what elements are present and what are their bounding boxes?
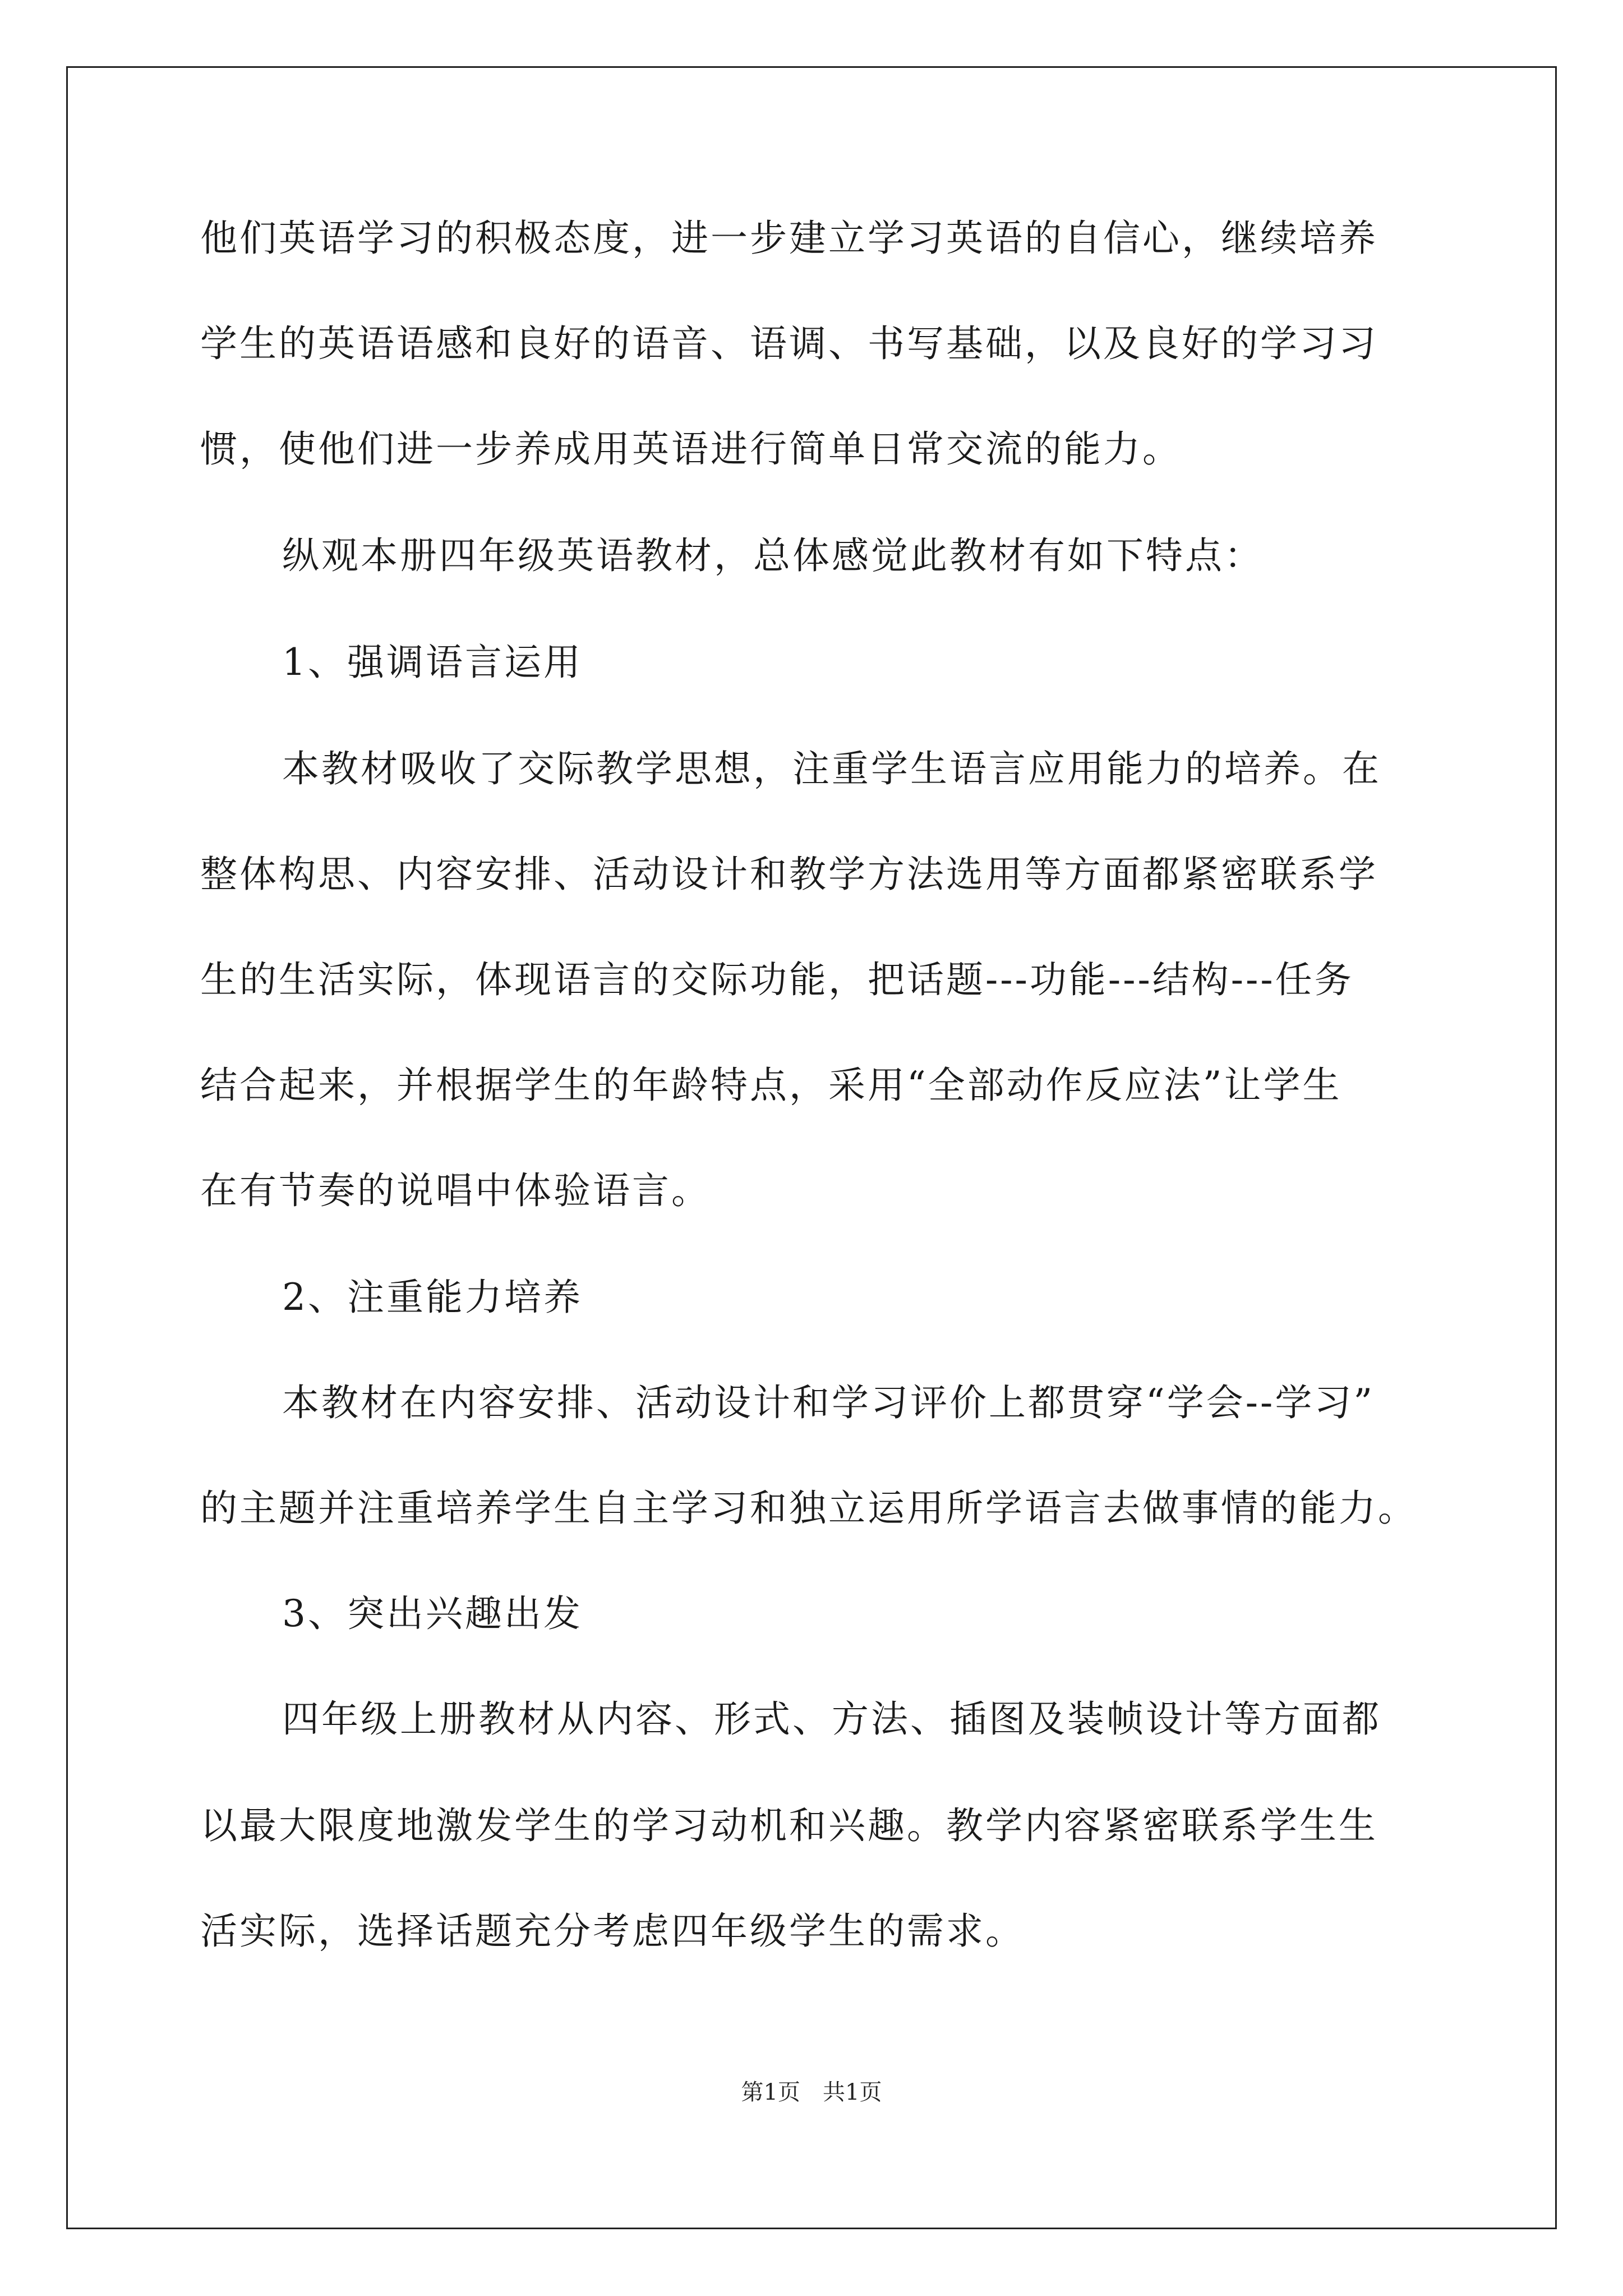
page-number-footer: 第1页 共1页 xyxy=(741,2079,882,2105)
paragraph-line: 本教材吸收了交际教学思想，注重学生语言应用能力的培养。在 xyxy=(282,747,1381,790)
paragraph-line: 四年级上册教材从内容、形式、方法、插图及装帧设计等方面都 xyxy=(282,1697,1381,1741)
body-text-line: 结合起来，并根据学生的年龄特点，采用“全部动作反应法”让学生 xyxy=(200,1064,1342,1107)
page-border xyxy=(66,66,1557,2229)
body-text-line: 生的生活实际，体现语言的交际功能，把话题---功能---结构---任务 xyxy=(200,958,1354,1001)
body-text-line: 的主题并注重培养学生自主学习和独立运用所学语言去做事情的能力。 xyxy=(200,1487,1417,1530)
body-text-line: 整体构思、内容安排、活动设计和教学方法选用等方面都紧密联系学 xyxy=(200,853,1378,896)
section-heading: 3、突出兴趣出发 xyxy=(282,1592,583,1635)
body-text-line: 以最大限度地激发学生的学习动机和兴趣。教学内容紧密联系学生生 xyxy=(200,1804,1378,1847)
section-heading: 1、强调语言运用 xyxy=(282,641,583,684)
body-text-line: 活实际，选择话题充分考虑四年级学生的需求。 xyxy=(200,1910,1025,1953)
paragraph-line: 本教材在内容安排、活动设计和学习评价上都贯穿“学会--学习” xyxy=(282,1381,1375,1424)
body-text-line: 学生的英语语感和良好的语音、语调、书写基础，以及良好的学习习 xyxy=(200,322,1378,365)
body-text-line: 他们英语学习的积极态度，进一步建立学习英语的自信心，继续培养 xyxy=(200,217,1378,260)
body-text-line: 在有节奏的说唱中体验语言。 xyxy=(200,1169,711,1212)
paragraph-line: 纵观本册四年级英语教材，总体感觉此教材有如下特点： xyxy=(282,534,1264,577)
section-heading: 2、注重能力培养 xyxy=(282,1276,583,1319)
body-text-line: 惯，使他们进一步养成用英语进行简单日常交流的能力。 xyxy=(200,427,1182,471)
